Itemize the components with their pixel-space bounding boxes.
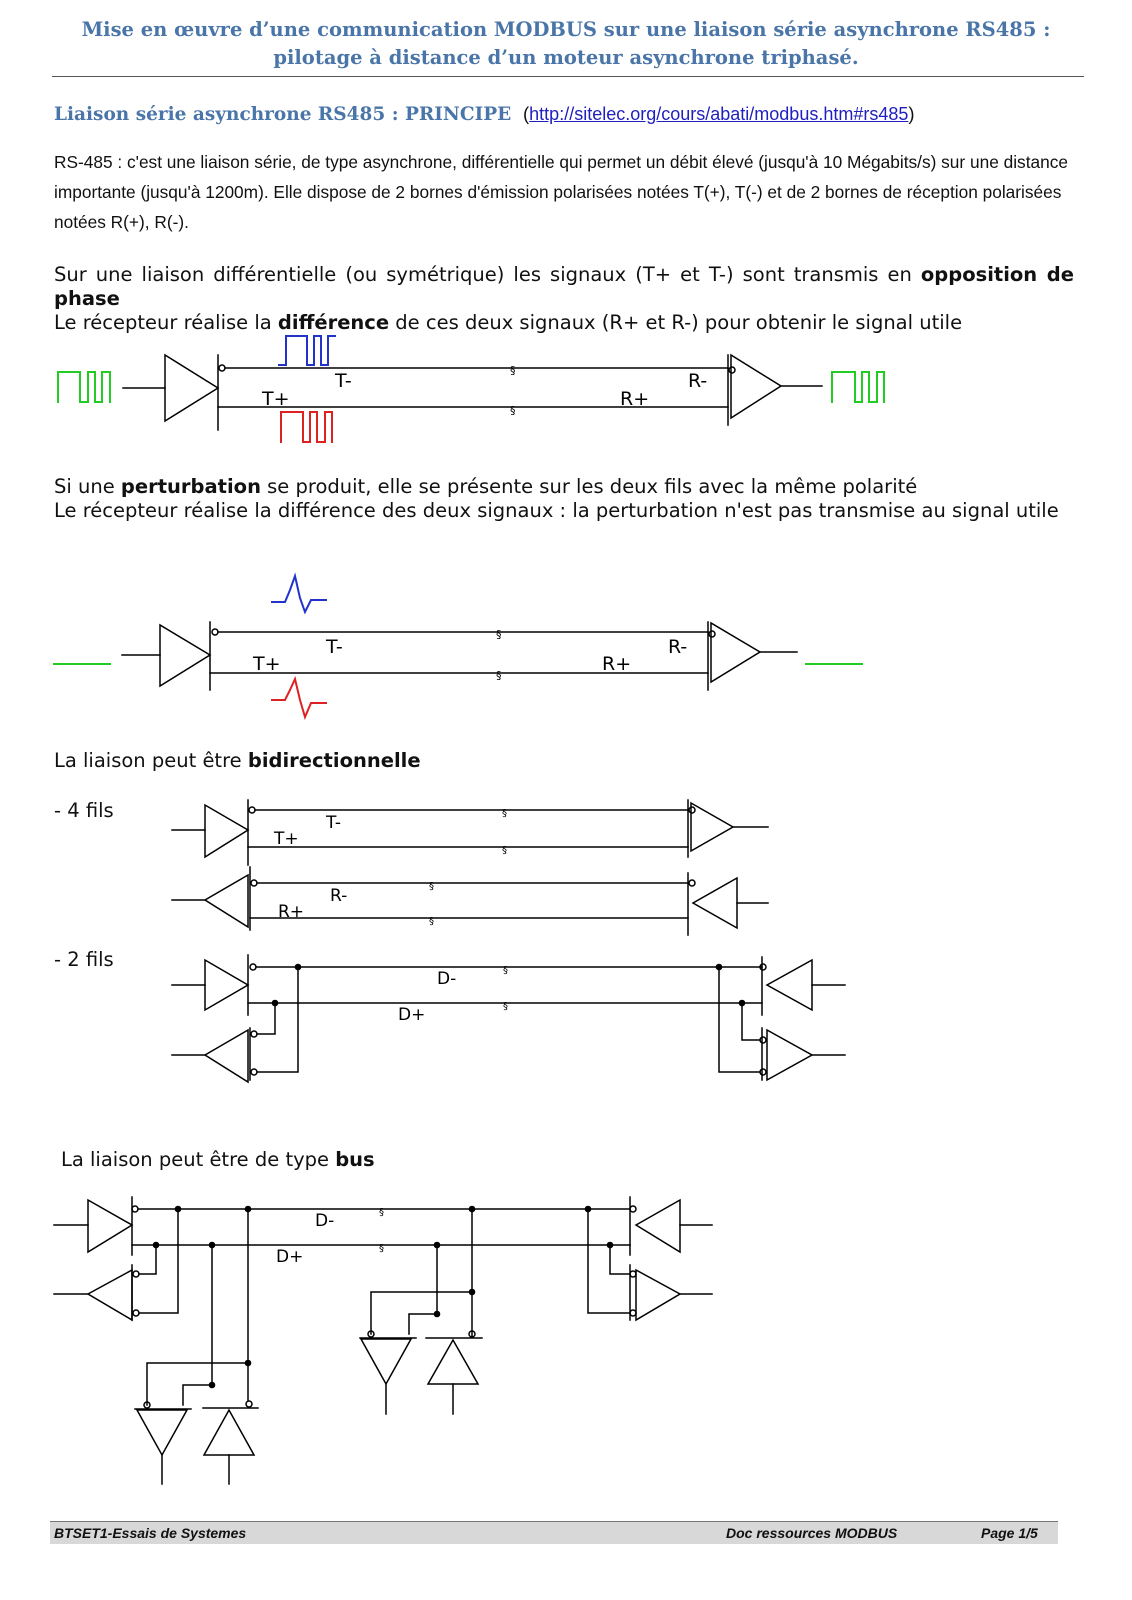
t-plus-spike-icon <box>272 679 326 717</box>
driver-icon <box>88 1200 132 1252</box>
receiver-icon <box>205 875 248 927</box>
receiver-icon <box>731 355 781 418</box>
break-mark: § <box>502 808 507 819</box>
t-plus-signal-icon <box>281 412 332 442</box>
label-d-minus: D- <box>315 1211 335 1231</box>
label-t-plus: T+ <box>262 388 290 410</box>
emitter-driver-icon <box>160 625 210 686</box>
break-mark: § <box>510 404 516 417</box>
p2-text-a: Si une <box>54 475 121 498</box>
label-r-minus: R- <box>668 636 688 658</box>
driver-icon <box>636 1270 680 1320</box>
p1-bold-difference: différence <box>277 311 390 334</box>
break-mark: § <box>510 364 516 377</box>
two-wire-label: - 2 fils <box>54 948 114 971</box>
link-open-paren: ( <box>523 103 530 124</box>
p2-bold-perturbation: perturbation <box>120 475 261 498</box>
footer-course: BTSET1-Essais de Systemes <box>54 1525 247 1541</box>
footer-page-number: Page 1/5 <box>981 1525 1038 1541</box>
label-d-plus: D+ <box>398 1005 426 1025</box>
receiver-icon <box>205 1030 248 1082</box>
break-mark: § <box>379 1243 384 1254</box>
section-heading-text: Liaison série asynchrone RS485 : PRINCIPE <box>54 104 512 125</box>
label-d-minus: D- <box>437 969 457 989</box>
label-r-minus: R- <box>688 370 708 392</box>
emitter-driver-icon <box>165 355 218 421</box>
label-r-plus: R+ <box>278 902 305 922</box>
p3-text-a: La liaison peut être <box>54 749 248 772</box>
receiver-icon <box>711 623 760 682</box>
p3-bold-bidirectional: bidirectionnelle <box>247 749 421 772</box>
p1-text-a: Sur une liaison différentielle (ou symétrique) les signaux (T+ et T-) sont transmis en <box>54 263 921 286</box>
diagram-four-wire <box>172 800 768 935</box>
p2-text-d: Le récepteur réalise la différence des deux signaux : la perturbation n'est pas transmise au signal utile <box>54 499 1059 522</box>
break-mark: § <box>379 1207 384 1218</box>
label-t-minus: T- <box>326 636 343 658</box>
driver-icon <box>428 1340 478 1384</box>
label-t-minus: T- <box>326 813 341 833</box>
source-link[interactable]: http://sitelec.org/cours/abati/modbus.htm#rs485 <box>529 104 909 124</box>
receiver-icon <box>691 803 733 851</box>
diagram-two-wire <box>172 955 845 1082</box>
receiver-icon <box>767 960 812 1010</box>
output-signal-icon <box>832 372 884 402</box>
break-mark: § <box>503 965 508 976</box>
document-title: Mise en œuvre d’une communication MODBUS sur une liaison série asynchrone RS485 : pilotage à distance d’un moteur asynchrone triphasé. <box>81 18 1051 69</box>
intro-paragraph: RS-485 : c'est une liaison série, de type asynchrone, différentielle qui permet un débit élevé (jusqu'à 10 Mégabits/s) sur une distance importante (jusqu'à 1200m). Elle dispose de 2 bornes d'émission polarisées notées T(+), T(-) et de 2 bornes de réception polarisées notées R(+), R(-). <box>54 152 1068 232</box>
input-signal-icon <box>58 372 110 402</box>
p2-text-c: se produit, elle se présente sur les deux fils avec la même polarité <box>260 475 918 498</box>
diagram-differential <box>58 336 884 442</box>
receiver-icon <box>636 1200 680 1252</box>
diagram-perturbation <box>54 576 862 717</box>
p4-bold-bus: bus <box>335 1148 375 1171</box>
break-mark: § <box>503 1001 508 1012</box>
break-mark: § <box>502 845 507 856</box>
footer-doc-title: Doc ressources MODBUS <box>726 1525 898 1541</box>
link-close-paren: ) <box>908 103 915 124</box>
p4-text-a: La liaison peut être de type <box>61 1148 336 1171</box>
break-mark: § <box>496 669 502 682</box>
label-d-plus: D+ <box>276 1247 304 1267</box>
receiver-icon <box>88 1270 132 1320</box>
label-t-plus: T+ <box>274 829 299 849</box>
label-r-minus: R- <box>330 886 348 906</box>
t-minus-signal-icon <box>279 336 335 365</box>
p1-text-c: Le récepteur réalise la <box>54 311 278 334</box>
driver-icon <box>693 878 737 928</box>
receiver-icon <box>361 1339 411 1384</box>
driver-icon <box>204 1410 254 1455</box>
label-r-plus: R+ <box>602 653 632 675</box>
label-r-plus: R+ <box>620 388 650 410</box>
driver-icon <box>205 805 248 857</box>
label-t-minus: T- <box>335 370 352 392</box>
diagram-bus <box>54 1197 712 1484</box>
driver-icon <box>205 960 248 1010</box>
page-footer <box>50 1521 1058 1544</box>
four-wire-label: - 4 fils <box>54 799 114 822</box>
break-mark: § <box>429 916 434 927</box>
receiver-icon <box>137 1410 187 1455</box>
t-minus-spike-icon <box>272 576 326 612</box>
break-mark: § <box>429 881 434 892</box>
break-mark: § <box>496 628 502 641</box>
p1-text-e: de ces deux signaux (R+ et R-) pour obtenir le signal utile <box>389 311 963 334</box>
driver-icon <box>767 1030 812 1080</box>
p1-bold-phase: opposition de phase <box>54 263 1074 310</box>
label-t-plus: T+ <box>253 653 281 675</box>
